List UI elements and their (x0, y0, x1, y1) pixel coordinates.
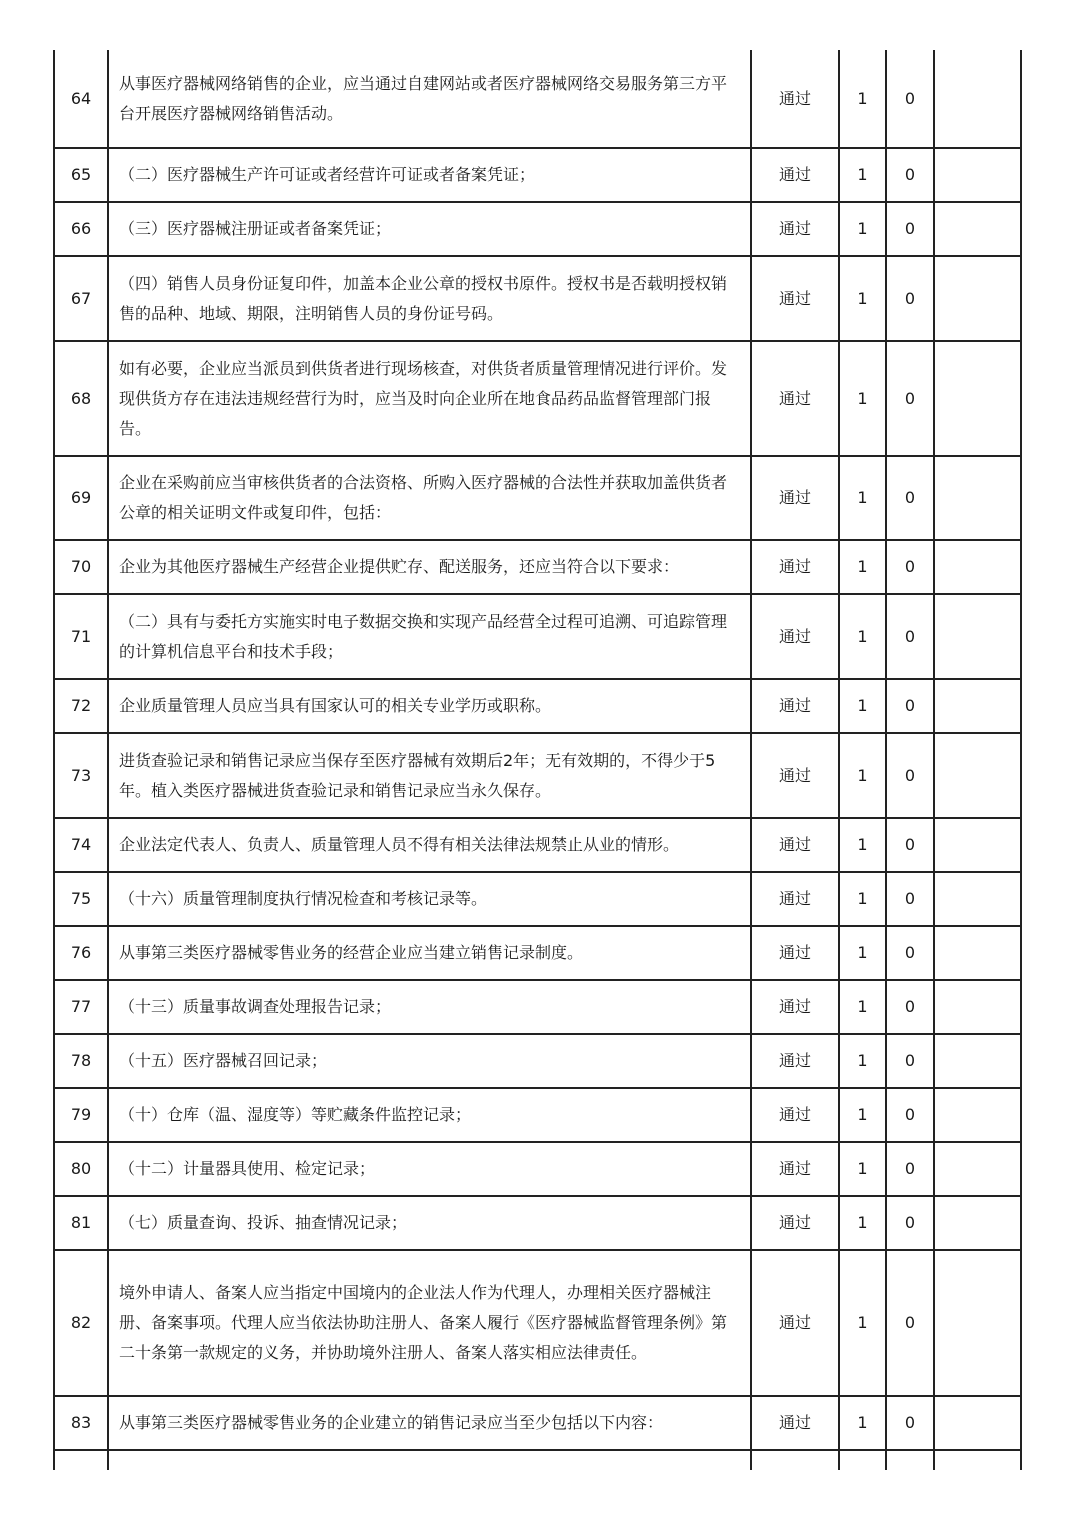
inspection-table (53, 50, 1022, 1470)
row-value-2: 0 (886, 1088, 934, 1142)
row-number: 66 (54, 202, 108, 256)
row-result: 通过 (751, 1196, 839, 1250)
row-value-2 (886, 1450, 934, 1470)
row-result: 通过 (751, 980, 839, 1034)
row-number: 83 (54, 1396, 108, 1450)
table-row-partial (54, 1450, 1021, 1470)
row-description: 企业在采购前应当审核供货者的合法资格、所购入医疗器械的合法性并获取加盖供货者公章的相关证明文件或复印件，包括： (108, 456, 751, 540)
row-remark (934, 818, 1021, 872)
table-row (54, 1088, 1021, 1142)
row-result: 通过 (751, 1250, 839, 1396)
row-value-1: 1 (839, 1250, 886, 1396)
row-value-2: 0 (886, 1250, 934, 1396)
row-result: 通过 (751, 594, 839, 679)
row-remark (934, 1034, 1021, 1088)
table-row (54, 1034, 1021, 1088)
row-value-1: 1 (839, 1396, 886, 1450)
table-row (54, 818, 1021, 872)
row-description: （十）仓库（温、湿度等）等贮藏条件监控记录； (108, 1088, 751, 1142)
row-value-1: 1 (839, 456, 886, 540)
row-number (54, 1450, 108, 1470)
row-value-1: 1 (839, 926, 886, 980)
row-value-2: 0 (886, 1034, 934, 1088)
row-value-1: 1 (839, 50, 886, 148)
row-description: 企业为其他医疗器械生产经营企业提供贮存、配送服务，还应当符合以下要求： (108, 540, 751, 594)
row-remark (934, 926, 1021, 980)
row-value-2: 0 (886, 1142, 934, 1196)
row-value-2: 0 (886, 1396, 934, 1450)
row-remark (934, 1088, 1021, 1142)
row-number: 76 (54, 926, 108, 980)
row-description (108, 1450, 751, 1470)
row-result: 通过 (751, 50, 839, 148)
row-value-1: 1 (839, 202, 886, 256)
row-value-1: 1 (839, 733, 886, 818)
row-remark (934, 980, 1021, 1034)
row-result: 通过 (751, 926, 839, 980)
row-number: 74 (54, 818, 108, 872)
row-number: 65 (54, 148, 108, 202)
row-result: 通过 (751, 256, 839, 341)
table-row (54, 341, 1021, 456)
row-remark (934, 872, 1021, 926)
row-result: 通过 (751, 202, 839, 256)
row-remark (934, 456, 1021, 540)
row-remark (934, 202, 1021, 256)
row-remark (934, 341, 1021, 456)
row-value-2: 0 (886, 733, 934, 818)
row-value-2: 0 (886, 341, 934, 456)
table-row (54, 1396, 1021, 1450)
row-value-1: 1 (839, 872, 886, 926)
row-number: 77 (54, 980, 108, 1034)
row-result: 通过 (751, 148, 839, 202)
row-value-2: 0 (886, 594, 934, 679)
table-row (54, 50, 1021, 148)
row-value-1: 1 (839, 679, 886, 733)
row-result: 通过 (751, 341, 839, 456)
row-result: 通过 (751, 1034, 839, 1088)
table-row (54, 540, 1021, 594)
table-row (54, 456, 1021, 540)
row-number: 79 (54, 1088, 108, 1142)
row-result: 通过 (751, 1088, 839, 1142)
row-result: 通过 (751, 456, 839, 540)
row-remark (934, 148, 1021, 202)
row-value-1 (839, 1450, 886, 1470)
row-description: （七）质量查询、投诉、抽查情况记录； (108, 1196, 751, 1250)
row-remark (934, 50, 1021, 148)
row-description: （二）医疗器械生产许可证或者经营许可证或者备案凭证； (108, 148, 751, 202)
row-number: 82 (54, 1250, 108, 1396)
row-number: 75 (54, 872, 108, 926)
row-value-1: 1 (839, 341, 886, 456)
table-row (54, 980, 1021, 1034)
row-value-1: 1 (839, 540, 886, 594)
table-row (54, 733, 1021, 818)
row-number: 70 (54, 540, 108, 594)
table-row (54, 679, 1021, 733)
row-description: （十三）质量事故调查处理报告记录； (108, 980, 751, 1034)
row-description: （十六）质量管理制度执行情况检查和考核记录等。 (108, 872, 751, 926)
row-result: 通过 (751, 1142, 839, 1196)
row-number: 71 (54, 594, 108, 679)
row-value-2: 0 (886, 818, 934, 872)
row-value-1: 1 (839, 148, 886, 202)
row-result: 通过 (751, 818, 839, 872)
table-row (54, 256, 1021, 341)
row-value-2: 0 (886, 926, 934, 980)
row-value-2: 0 (886, 148, 934, 202)
row-remark (934, 1250, 1021, 1396)
row-value-1: 1 (839, 256, 886, 341)
row-value-1: 1 (839, 818, 886, 872)
row-description: 从事医疗器械网络销售的企业，应当通过自建网站或者医疗器械网络交易服务第三方平台开展医疗器械网络销售活动。 (108, 50, 751, 148)
row-value-1: 1 (839, 1034, 886, 1088)
row-number: 64 (54, 50, 108, 148)
row-description: 境外申请人、备案人应当指定中国境内的企业法人作为代理人，办理相关医疗器械注册、备案事项。代理人应当依法协助注册人、备案人履行《医疗器械监督管理条例》第二十条第一款规定的义务，并协助境外注册人、备案人落实相应法律责任。 (108, 1250, 751, 1396)
row-value-1: 1 (839, 980, 886, 1034)
row-value-2: 0 (886, 1196, 934, 1250)
row-result: 通过 (751, 540, 839, 594)
row-value-2: 0 (886, 540, 934, 594)
row-description: （十二）计量器具使用、检定记录； (108, 1142, 751, 1196)
row-value-2: 0 (886, 456, 934, 540)
row-value-2: 0 (886, 202, 934, 256)
row-description: 如有必要，企业应当派员到供货者进行现场核查，对供货者质量管理情况进行评价。发现供货方存在违法违规经营行为时，应当及时向企业所在地食品药品监督管理部门报告。 (108, 341, 751, 456)
row-remark (934, 733, 1021, 818)
row-number: 67 (54, 256, 108, 341)
row-number: 69 (54, 456, 108, 540)
row-value-1: 1 (839, 1088, 886, 1142)
row-remark (934, 1396, 1021, 1450)
row-remark (934, 594, 1021, 679)
row-number: 80 (54, 1142, 108, 1196)
table-row (54, 148, 1021, 202)
row-value-1: 1 (839, 1142, 886, 1196)
row-description: 企业法定代表人、负责人、质量管理人员不得有相关法律法规禁止从业的情形。 (108, 818, 751, 872)
table-row (54, 1142, 1021, 1196)
table-row (54, 926, 1021, 980)
row-result (751, 1450, 839, 1470)
row-number: 81 (54, 1196, 108, 1250)
row-description: （三）医疗器械注册证或者备案凭证； (108, 202, 751, 256)
row-number: 72 (54, 679, 108, 733)
row-remark (934, 1142, 1021, 1196)
row-remark (934, 1450, 1021, 1470)
table-row (54, 594, 1021, 679)
table-row (54, 1196, 1021, 1250)
row-value-2: 0 (886, 256, 934, 341)
row-number: 68 (54, 341, 108, 456)
row-remark (934, 540, 1021, 594)
row-remark (934, 679, 1021, 733)
row-result: 通过 (751, 1396, 839, 1450)
row-value-2: 0 (886, 679, 934, 733)
row-description: 进货查验记录和销售记录应当保存至医疗器械有效期后2年；无有效期的，不得少于5年。植入类医疗器械进货查验记录和销售记录应当永久保存。 (108, 733, 751, 818)
row-value-2: 0 (886, 872, 934, 926)
row-description: （四）销售人员身份证复印件，加盖本企业公章的授权书原件。授权书是否载明授权销售的品种、地域、期限，注明销售人员的身份证号码。 (108, 256, 751, 341)
row-description: （二）具有与委托方实施实时电子数据交换和实现产品经营全过程可追溯、可追踪管理的计算机信息平台和技术手段； (108, 594, 751, 679)
row-description: 企业质量管理人员应当具有国家认可的相关专业学历或职称。 (108, 679, 751, 733)
row-value-2: 0 (886, 980, 934, 1034)
table-row (54, 202, 1021, 256)
row-result: 通过 (751, 679, 839, 733)
row-number: 73 (54, 733, 108, 818)
row-value-1: 1 (839, 1196, 886, 1250)
row-value-2: 0 (886, 50, 934, 148)
row-remark (934, 1196, 1021, 1250)
row-result: 通过 (751, 733, 839, 818)
row-description: 从事第三类医疗器械零售业务的企业建立的销售记录应当至少包括以下内容： (108, 1396, 751, 1450)
row-description: 从事第三类医疗器械零售业务的经营企业应当建立销售记录制度。 (108, 926, 751, 980)
row-remark (934, 256, 1021, 341)
table-row (54, 872, 1021, 926)
table-row (54, 1250, 1021, 1396)
row-description: （十五）医疗器械召回记录； (108, 1034, 751, 1088)
row-number: 78 (54, 1034, 108, 1088)
row-value-1: 1 (839, 594, 886, 679)
row-result: 通过 (751, 872, 839, 926)
